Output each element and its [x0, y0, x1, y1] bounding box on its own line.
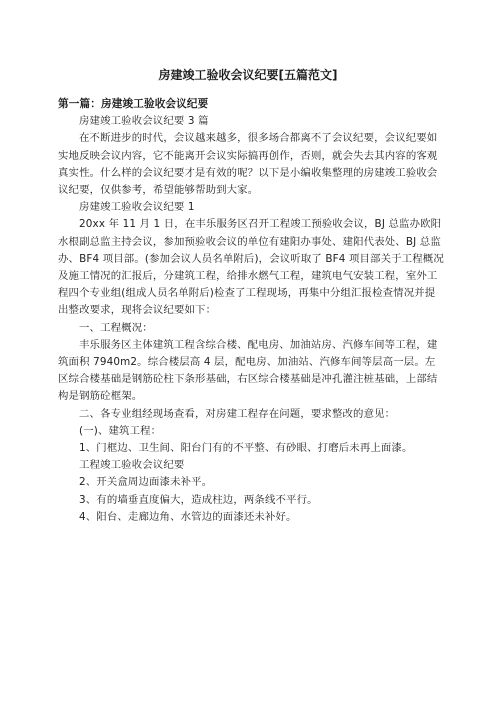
list-item: 4、阳台、走廊边角、水管边的面漆还未补好。 [79, 510, 297, 523]
paragraph: 在不断进步的时代，会议越来越多，很多场合都离不了会议纪要，会议纪要如实地反映会议内容，它不能离开会议实际搞再创作，否则，就会失去其内容的客观真实性。什么样的会议纪要才是有效的呢？以下是小编收集整理的房建竣工验收会议纪要，仅供参考，希望能够帮助到大家。 [58, 132, 438, 197]
document-body [58, 96, 444, 526]
subsection-heading: (一)、建筑工程： [79, 424, 162, 437]
section-heading: 二、各专业组经现场查看，对房建工程存在问题，要求整改的意见： [79, 407, 396, 420]
list-item: 3、有的墙垂直度偏大，造成柱边，两条线不平行。 [79, 493, 318, 506]
document-title: 房建竣工验收会议纪要[五篇范文] [158, 68, 338, 82]
list-item: 2、开关盒周边面漆未补平。 [79, 476, 213, 489]
paragraph: 工程竣工验收会议纪要 [79, 459, 185, 472]
paragraph: 20xx 年 11 月 1 日，在丰乐服务区召开工程竣工预验收会议，BJ 总监办欧阳水根副总监主持会议，参加预验收会议的单位有建阳办事处、建阳代表处、BJ 总监办、BF4 项目部。(参加会议人员名单附后)，会议听取了 BF4 项目部关于工程概况及施工情况的汇报后，分建筑工程，给排水燃气工程，建筑电气安装工程，室外工程四个专业组(组成人员名单附后)检查了工程现场，再集中分组汇报检查情况并提出整改要求，现将会议纪要如下： [58, 218, 444, 317]
paragraph: 丰乐服务区主体建筑工程含综合楼、配电房、加油站房、汽修车间等工程，建筑面积 7940m2。综合楼层高 4 层，配电房、加油站、汽修车间等层高一层。左区综合楼基础是钢筋砼柱下条形基础，右区综合楼基础是冲孔灌注桩基础，上部结构是钢筋砼框架。 [58, 338, 438, 403]
paragraph: 房建竣工验收会议纪要 3 篇 [79, 115, 209, 128]
paragraph: 房建竣工验收会议纪要 1 [79, 201, 195, 214]
section-heading: 一、工程概况： [79, 321, 153, 334]
list-item: 1、门框边、卫生间、阳台门有的不平整、有砂眼、打磨后未再上面漆。 [79, 442, 413, 455]
chapter-heading: 第一篇：房建竣工验收会议纪要 [58, 98, 209, 110]
